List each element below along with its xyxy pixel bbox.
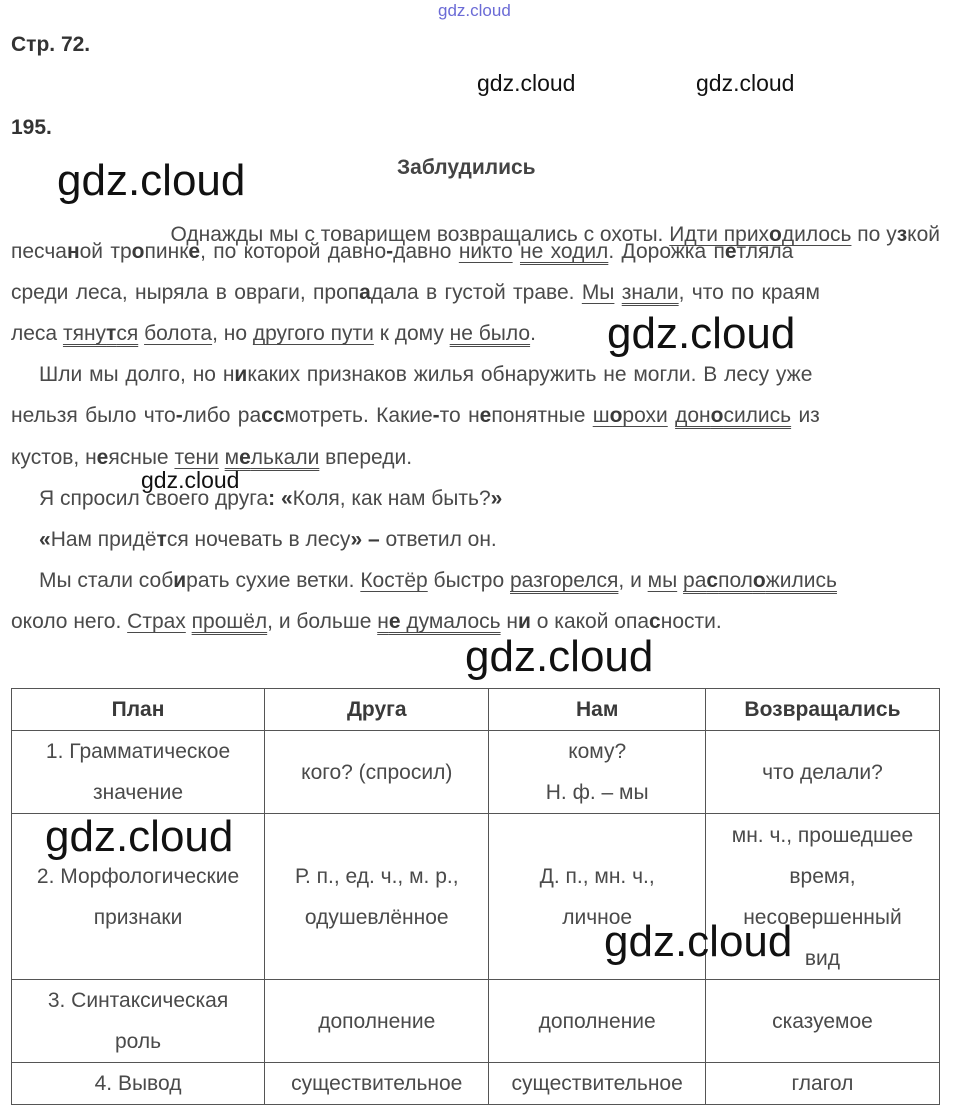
predicate-znali: знали <box>621 281 679 304</box>
cell-nam: дополнение <box>489 980 705 1063</box>
text-line-10: Мы стали собирать сухие ветки. Костёр быстро разгорелся, и мы расположились <box>39 569 837 592</box>
subject-teni: тени <box>174 446 219 469</box>
subject-bolota: болота <box>144 322 213 345</box>
predicate-melkali: мелькали <box>224 446 320 469</box>
cell-druga: существительное <box>265 1063 489 1105</box>
watermark-big-1: gdz.cloud <box>57 156 246 205</box>
analysis-table <box>11 688 940 1105</box>
text-line-4: леса тянутся болота, но другого пути к дому не было. <box>11 322 536 345</box>
watermark-big-3: gdz.cloud <box>465 632 654 681</box>
predicate-raspolozhilis: расположились <box>683 569 837 592</box>
watermark-big-2: gdz.cloud <box>607 309 796 358</box>
subject-my-2: мы <box>647 569 678 592</box>
header-plan: План <box>12 689 265 731</box>
header-nam: Нам <box>489 689 705 731</box>
subject-my: Мы <box>581 281 615 304</box>
cell-vozvr: глагол <box>705 1063 939 1105</box>
cell-plan: 3. Синтаксическая роль <box>12 980 265 1063</box>
subject-koster: Костёр <box>360 569 428 592</box>
text-line-2: песчаной тропинке, по которой давно-давно никто не ходил. Дорожка петляла <box>11 240 794 263</box>
cell-nam: кому? Н. ф. – мы <box>489 731 705 814</box>
text-title: Заблудились <box>397 156 536 179</box>
subject-idti: Идти приходилось <box>669 223 852 246</box>
watermark-header-b: gdz.cloud <box>696 70 795 96</box>
subject-nikto: никто <box>458 240 513 263</box>
predicate-ne-bylo: не было <box>449 322 531 345</box>
table-row <box>12 731 940 814</box>
watermark-big-5: gdz.cloud <box>604 917 793 966</box>
cell-vozvr: сказуемое <box>705 980 939 1063</box>
watermark-big-4: gdz.cloud <box>45 812 234 861</box>
cell-vozvr: мн. ч., прошедшее время, несовершенный вид <box>705 814 939 980</box>
table-header-row <box>12 689 940 731</box>
subject-shorohi: шорохи <box>592 404 668 427</box>
text-line-8: Я спросил своего друга: «Коля, как нам быть?» <box>39 487 503 510</box>
cell-druga: кого? (спросил) <box>265 731 489 814</box>
cell-plan: 4. Вывод <box>12 1063 265 1105</box>
cell-nam: Д. п., мн. ч., личное <box>489 814 705 980</box>
text-line-9: «Нам придётся ночевать в лесу» – ответил он. <box>39 528 497 551</box>
subject-strah: Страх <box>127 610 186 633</box>
text-line-5: Шли мы долго, но никаких признаков жилья обнаружить не могли. В лесу уже <box>39 363 813 386</box>
exercise-number: 195. <box>11 116 52 139</box>
text-line-3: среди леса, ныряла в овраги, пропадала в густой траве. Мы знали, что по краям <box>11 281 820 304</box>
predicate-proshel: прошёл <box>191 610 268 633</box>
cell-vozvr: что делали? <box>705 731 939 814</box>
predicate-ne-hodil: не ходил <box>519 240 609 263</box>
header-vozvrashchalis: Возвращались <box>705 689 939 731</box>
predicate-tyanutsya: тянутся <box>62 322 139 345</box>
l1-a: Однажды мы с товарищем возвращались с охоты. <box>170 223 670 246</box>
cell-druga: дополнение <box>265 980 489 1063</box>
watermark-header-a: gdz.cloud <box>477 70 576 96</box>
watermark-small-1: gdz.cloud <box>141 467 240 493</box>
page-number: Стр. 72. <box>11 33 91 56</box>
predicate-ne-dumalos: не думалось <box>377 610 501 633</box>
text-line-6: нельзя было что-либо рассмотреть. Какие-то непонятные шорохи доносились из <box>11 404 820 427</box>
predicate-donosilis: доносились <box>675 404 792 427</box>
subject-drugogo-puti: другого пути <box>252 322 374 345</box>
text-line-7: кустов, неясные тени мелькали впереди. <box>11 446 413 469</box>
cell-druga: Р. п., ед. ч., м. р., одушевлённое <box>265 814 489 980</box>
text-line-1: Однажды мы с товарищем возвращались с охоты. Идти приходилось по узкой <box>170 223 940 246</box>
header-druga: Друга <box>265 689 489 731</box>
cell-nam: существительное <box>489 1063 705 1105</box>
watermark-top: gdz.cloud <box>438 1 511 20</box>
table-row <box>12 980 940 1063</box>
predicate-razgorelsya: разгорелся <box>510 569 619 592</box>
cell-plan: 2. Морфологические признаки <box>12 814 265 980</box>
cell-plan: 1. Грамматическое значение <box>12 731 265 814</box>
text-line-11: около него. Страх прошёл, и больше не думалось ни о какой опасности. <box>11 610 722 633</box>
table-row <box>12 1063 940 1105</box>
